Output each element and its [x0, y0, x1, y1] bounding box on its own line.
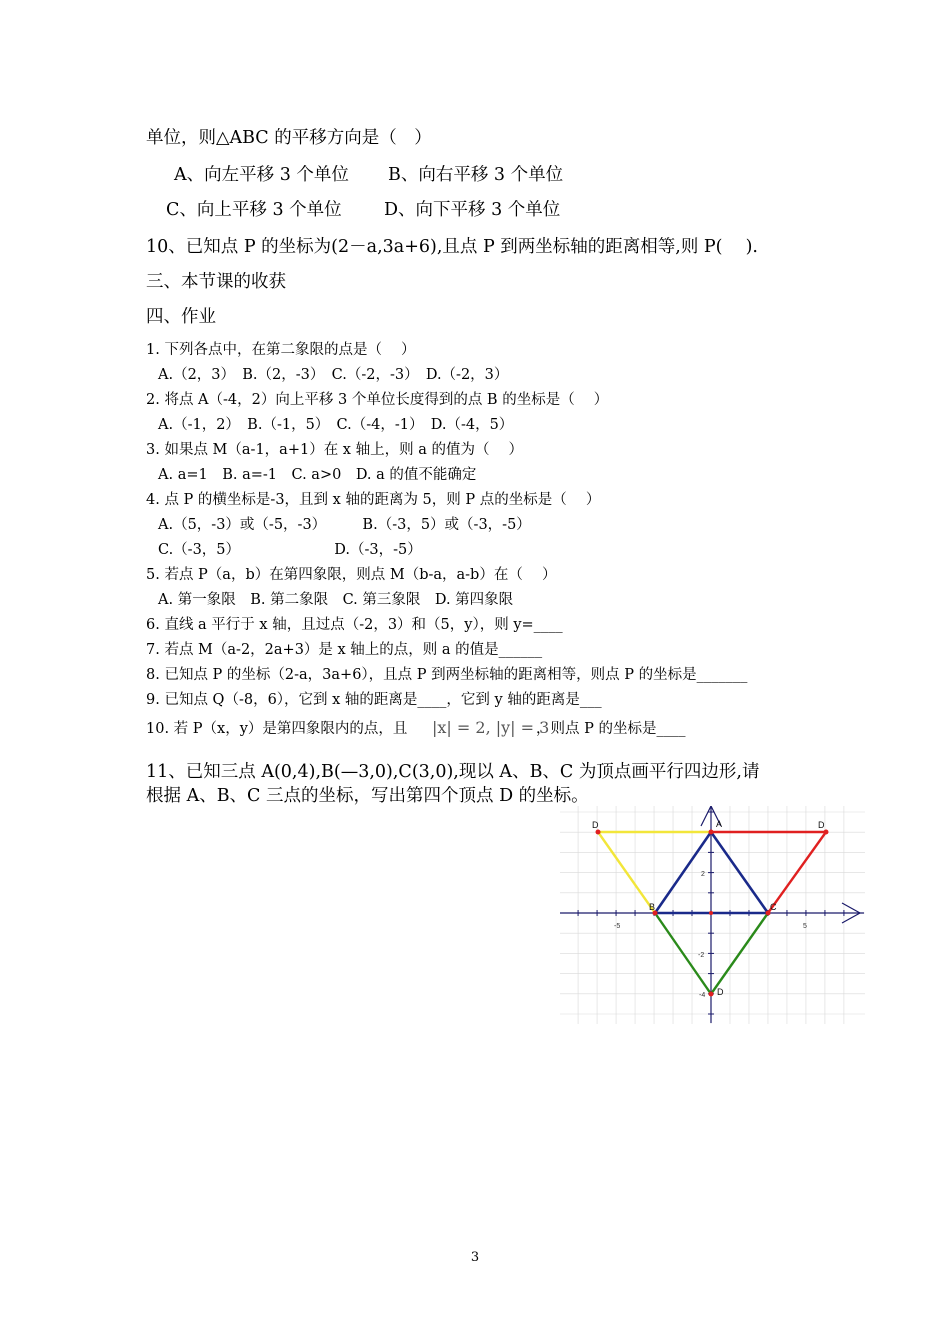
tick-label-x-neg5: -5: [614, 923, 621, 930]
tick-label-y-neg2: -2: [698, 952, 705, 959]
hw3-options: A. a=1 B. a=-1 C. a>0 D. a 的值不能确定: [158, 467, 477, 483]
q9-option-a: A、向左平移 3 个单位: [174, 165, 349, 185]
page-number: 3: [470, 1250, 480, 1265]
hw2-question: 2. 将点 A（-4，2）向上平移 3 个单位长度得到的点 B 的坐标是（ ）: [146, 392, 609, 408]
hw8-question: 8. 已知点 P 的坐标（2-a，3a+6），且点 P 到两坐标轴的距离相等，则点 P 的坐标是_______: [146, 667, 748, 683]
hw2-options: A.（-1，2） B.（-1，5） C.（-4，-1） D.（-4，5）: [158, 417, 514, 433]
hw5-options: A. 第一象限 B. 第二象限 C. 第三象限 D. 第四象限: [158, 592, 514, 608]
coordinate-graph: [560, 806, 865, 1024]
label-a: A: [716, 819, 723, 829]
q9-option-b: B、向右平移 3 个单位: [388, 165, 564, 185]
label-c: C: [770, 902, 777, 912]
tick-label-y-2: 2: [701, 871, 705, 878]
label-b: B: [649, 902, 656, 912]
q9-option-d: D、向下平移 3 个单位: [384, 200, 561, 220]
hw3-question: 3. 如果点 M（a-1，a+1）在 x 轴上，则 a 的值为（ ）: [146, 442, 524, 458]
tick-label-x-5: 5: [803, 923, 807, 930]
q10-question: 10、已知点 P 的坐标为(2－a,3a+6),且点 P 到两坐标轴的距离相等,则 P( ).: [146, 237, 758, 257]
section-4-heading: 四、作业: [146, 307, 216, 327]
point-d1: [596, 830, 601, 835]
label-d3: D: [717, 987, 724, 997]
q9-option-c: C、向上平移 3 个单位: [166, 200, 342, 220]
q11-line1: 11、已知三点 A(0,4),B(—3,0),C(3,0),现以 A、B、C 为顶点画平行四边形,请: [146, 762, 760, 782]
label-d2: D: [818, 820, 825, 830]
hw7-question: 7. 若点 M（a-2，2a+3）是 x 轴上的点，则 a 的值是______: [146, 642, 543, 658]
hw4-options-cd: C.（-3，5） D.（-3，-5）: [158, 542, 422, 558]
label-d1: D: [592, 820, 599, 830]
hw4-question: 4. 点 P 的横坐标是-3，且到 x 轴的距离为 5，则 P 点的坐标是（ ）: [146, 492, 601, 508]
section-3-heading: 三、本节课的收获: [146, 272, 286, 292]
point-d3: [709, 992, 714, 997]
hw6-question: 6. 直线 a 平行于 x 轴，且过点（-2，3）和（5，y），则 y=____: [146, 617, 563, 633]
hw4-options-ab: A.（5，-3）或（-5，-3） B.（-3，5）或（-3，-5）: [158, 517, 531, 533]
point-d2: [824, 830, 829, 835]
hw1-options: A.（2，3） B.（2，-3） C.（-2，-3） D.（-2，3）: [158, 367, 509, 383]
origin-point: [709, 911, 713, 915]
q9-stem-line: 单位，则△ABC 的平移方向是（ ）: [146, 128, 432, 148]
hw5-question: 5. 若点 P（a，b）在第四象限，则点 M（b-a，a-b）在（ ）: [146, 567, 557, 583]
hw10-formula: |x| = 2, |y| = 3: [432, 718, 550, 737]
hw10-question-start: 10. 若 P（x，y）是第四象限内的点，且: [146, 721, 408, 737]
hw9-question: 9. 已知点 Q（-8，6），它到 x 轴的距离是____，它到 y 轴的距离是___: [146, 692, 602, 708]
tick-label-y-neg4: -4: [699, 992, 706, 999]
hw1-question: 1. 下列各点中，在第二象限的点是（ ）: [146, 342, 416, 358]
hw10-question-end: ，则点 P 的坐标是____: [536, 721, 686, 737]
q11-line2: 根据 A、B、C 三点的坐标，写出第四个顶点 D 的坐标。: [146, 786, 589, 806]
point-a: [709, 830, 714, 835]
